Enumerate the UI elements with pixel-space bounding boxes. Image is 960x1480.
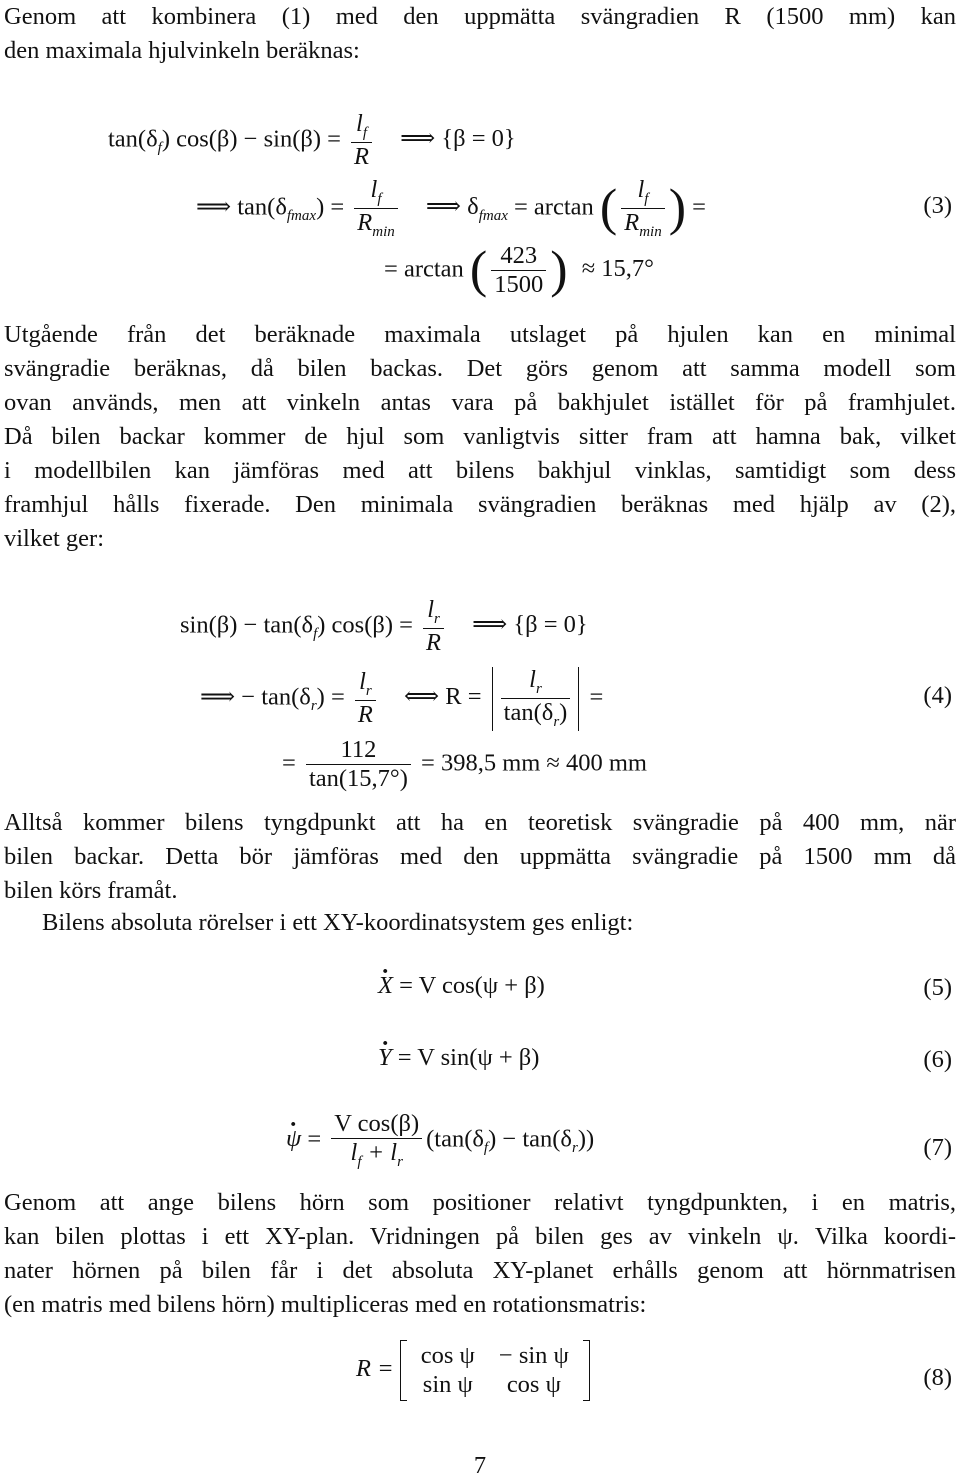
text-line: den maximala hjulvinkeln beräknas: xyxy=(4,37,360,64)
text-line: bilen körs framåt. xyxy=(4,877,178,904)
eq7-number: (7) xyxy=(923,1134,952,1161)
text-line: Då bilen backar kommer de hjul som vanligtvis sitter fram att hamna bak, vilket xyxy=(4,423,956,450)
eq3-number: (3) xyxy=(923,192,952,219)
eq4-line3: = $\frac{112}{\tan(15,7^\circ)}$ = 398,5 mm ≈ 400 mm xyxy=(282,736,647,793)
text-line: ovan används, men att vinkeln antas vara på bakhjulet istället för på framhjulet. xyxy=(4,389,956,416)
eq3-line1: $\tan(\delta_f) \cos(\beta) - \sin(\beta)$ = $\frac{l_f}{R}$ ⟹ {β = 0} xyxy=(108,110,516,171)
text-line: bilen backar. Detta bör jämföras med den uppmätta svängradie på 1500 mm då xyxy=(4,843,956,870)
rotation-matrix: cos ψ − sin ψ sin ψ cos ψ xyxy=(400,1340,590,1401)
text-line: i modellbilen kan jämföras med att bilens bakhjul vinklas, samtidigt som dess xyxy=(4,457,956,484)
text-line: (en matris med bilens hörn) multipliceras med en rotationsmatris: xyxy=(4,1291,647,1318)
text-line: nater hörnen på bilen får i det absoluta XY-planet erhålls genom att hörnmatrisen xyxy=(4,1257,956,1284)
eq8-number: (8) xyxy=(923,1364,952,1391)
text-line: Bilens absoluta rörelser i ett XY-koordinatsystem ges enligt: xyxy=(42,909,634,936)
eq4-line2: ⟹ − $\tan(\delta_r)$ = $\frac{l_r}{R}$ ⟺ R = $\frac{l_r}{\tan(\delta_r)}$ = xyxy=(200,666,604,731)
eq8-expression: R = cos ψ − sin ψ sin ψ cos ψ xyxy=(356,1340,590,1401)
text-line: vilket ger: xyxy=(4,525,105,552)
paragraph-rotation xyxy=(4,1186,956,1322)
text-line: Genom att ange bilens hörn som positioner relativt tyngdpunkten, i en matris, xyxy=(4,1189,956,1216)
paragraph-xy-intro xyxy=(4,906,956,940)
page-number: 7 xyxy=(473,1452,487,1479)
eq6-expression: · Y = V sin(ψ + β) xyxy=(378,1046,539,1071)
eq3-line2: ⟹ $\tan(\delta_{fmax})$ = $\frac{l_f}{R_{min}}$ ⟹ $\delta_{fmax} = \arctan$ ( $\frac{l_f}{R_{min}}$ ) = xyxy=(196,176,706,241)
paragraph-intro xyxy=(4,0,956,68)
eq5-expression: · X = V cos(ψ + β) xyxy=(378,974,545,999)
text-line: svängradie beräknas, då bilen backas. Det görs genom att samma modell som xyxy=(4,355,956,382)
text-line: framhjul hålls fixerade. Den minimala svängradien beräknas med hjälp av (2), xyxy=(4,491,956,518)
text-line: Genom att kombinera (1) med den uppmätta svängradien R (1500 mm) kan xyxy=(4,3,956,30)
eq6-number: (6) xyxy=(923,1046,952,1073)
eq4-number: (4) xyxy=(923,682,952,709)
paragraph-conclusion xyxy=(4,806,956,908)
eq3-line3: = arctan ( $\frac{423}{1500}$ ) ≈ 15,7° xyxy=(384,241,654,299)
eq4-line1: $\sin(\beta) - \tan(\delta_f) \cos(\beta)$ = $\frac{l_r}{R}$ ⟹ {β = 0} xyxy=(180,596,588,657)
text-line: kan bilen plottas i ett XY-plan. Vridningen på bilen ges av vinkeln ψ. Vilka koordi- xyxy=(4,1223,956,1250)
paragraph-backing xyxy=(4,318,956,556)
eq7-expression: · ψ = $\frac{\text{V cos(β)}}{l_f + l_r}$ $(\tan(\delta_f) - \tan(\delta_r))$ xyxy=(286,1110,594,1171)
text-line: Utgående från det beräknade maximala utslaget på hjulen kan en minimal xyxy=(4,321,956,348)
eq5-number: (5) xyxy=(923,974,952,1001)
text-line: Alltså kommer bilens tyngdpunkt att ha en teoretisk svängradie på 400 mm, när xyxy=(4,809,956,836)
